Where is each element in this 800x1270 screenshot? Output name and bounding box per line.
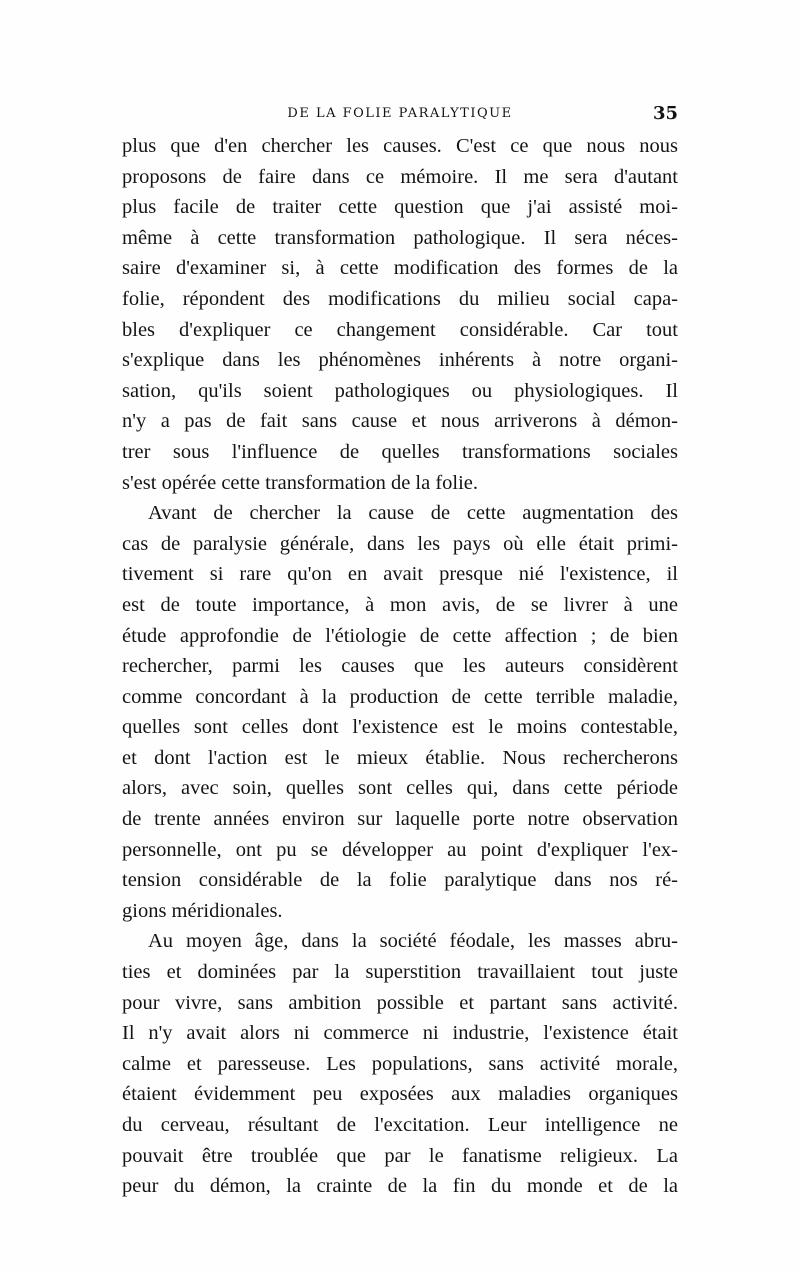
text-line: folie, répondent des modifications du milieu social capa- (122, 287, 678, 310)
text-line: comme concordant à la production de cette terrible maladie, (122, 685, 678, 708)
text-line: rechercher, parmi les causes que les auteurs considèrent (122, 655, 678, 678)
text-line: proposons de faire dans ce mémoire. Il me sera d'autant (122, 165, 678, 188)
paragraph-start-line: Au moyen âge, dans la société féodale, les masses abru- (148, 930, 678, 953)
text-line: s'explique dans les phénomènes inhérents à notre organi- (122, 349, 678, 372)
text-line: bles d'expliquer ce changement considérable. Car tout (122, 318, 678, 341)
text-line: de trente années environ sur laquelle porte notre observation (122, 808, 678, 831)
text-line: étude approfondie de l'étiologie de cette affection ; de bien (122, 624, 678, 647)
text-line: pour vivre, sans ambition possible et partant sans activité. (122, 991, 678, 1014)
text-line: n'y a pas de fait sans cause et nous arriverons à démon- (122, 410, 678, 433)
text-line: est de toute importance, à mon avis, de se livrer à une (122, 593, 678, 616)
body-text (122, 131, 678, 1202)
page-number: 35 (652, 103, 678, 124)
text-line: plus facile de traiter cette question que j'ai assisté moi- (122, 196, 678, 219)
text-line: même à cette transformation pathologique. Il sera néces- (122, 226, 678, 249)
text-line: saire d'examiner si, à cette modification des formes de la (122, 257, 678, 280)
text-line: pouvait être troublée que par le fanatisme religieux. La (122, 1144, 678, 1167)
text-line: Il n'y avait alors ni commerce ni industrie, l'existence était (122, 1022, 678, 1045)
text-line: trer sous l'influence de quelles transformations sociales (122, 440, 678, 463)
text-line: plus que d'en chercher les causes. C'est ce que nous nous (122, 135, 678, 157)
text-line: ties et dominées par la superstition travaillaient tout juste (122, 961, 678, 984)
text-line: calme et paresseuse. Les populations, sans activité morale, (122, 1052, 678, 1075)
text-line: alors, avec soin, quelles sont celles qui, dans cette période (122, 777, 678, 800)
text-line: tivement si rare qu'on en avait presque nié l'existence, il (122, 563, 678, 586)
running-title: DE LA FOLIE PARALYTIQUE (287, 106, 513, 121)
text-line: étaient évidemment peu exposées aux maladies organiques (122, 1083, 678, 1106)
text-line: quelles sont celles dont l'existence est le moins contestable, (122, 716, 678, 739)
text-line: personnelle, ont pu se développer au point d'expliquer l'ex- (122, 838, 678, 861)
paragraph-start-line: Avant de chercher la cause de cette augmentation des (148, 502, 678, 525)
text-line: tension considérable de la folie paralytique dans nos ré- (122, 869, 678, 892)
running-header (122, 103, 678, 127)
text-line: du cerveau, résultant de l'excitation. Leur intelligence ne (122, 1114, 678, 1136)
text-line: peur du démon, la crainte de la fin du monde et de la (122, 1175, 678, 1198)
paragraph-end-line: s'est opérée cette transformation de la folie. (122, 471, 479, 494)
paragraph-end-line: gions méridionales. (122, 899, 283, 922)
text-line: sation, qu'ils soient pathologiques ou physiologiques. Il (122, 379, 678, 402)
text-line: et dont l'action est le mieux établie. Nous rechercherons (122, 746, 678, 769)
text-line: cas de paralysie générale, dans les pays où elle était primi- (122, 532, 678, 555)
